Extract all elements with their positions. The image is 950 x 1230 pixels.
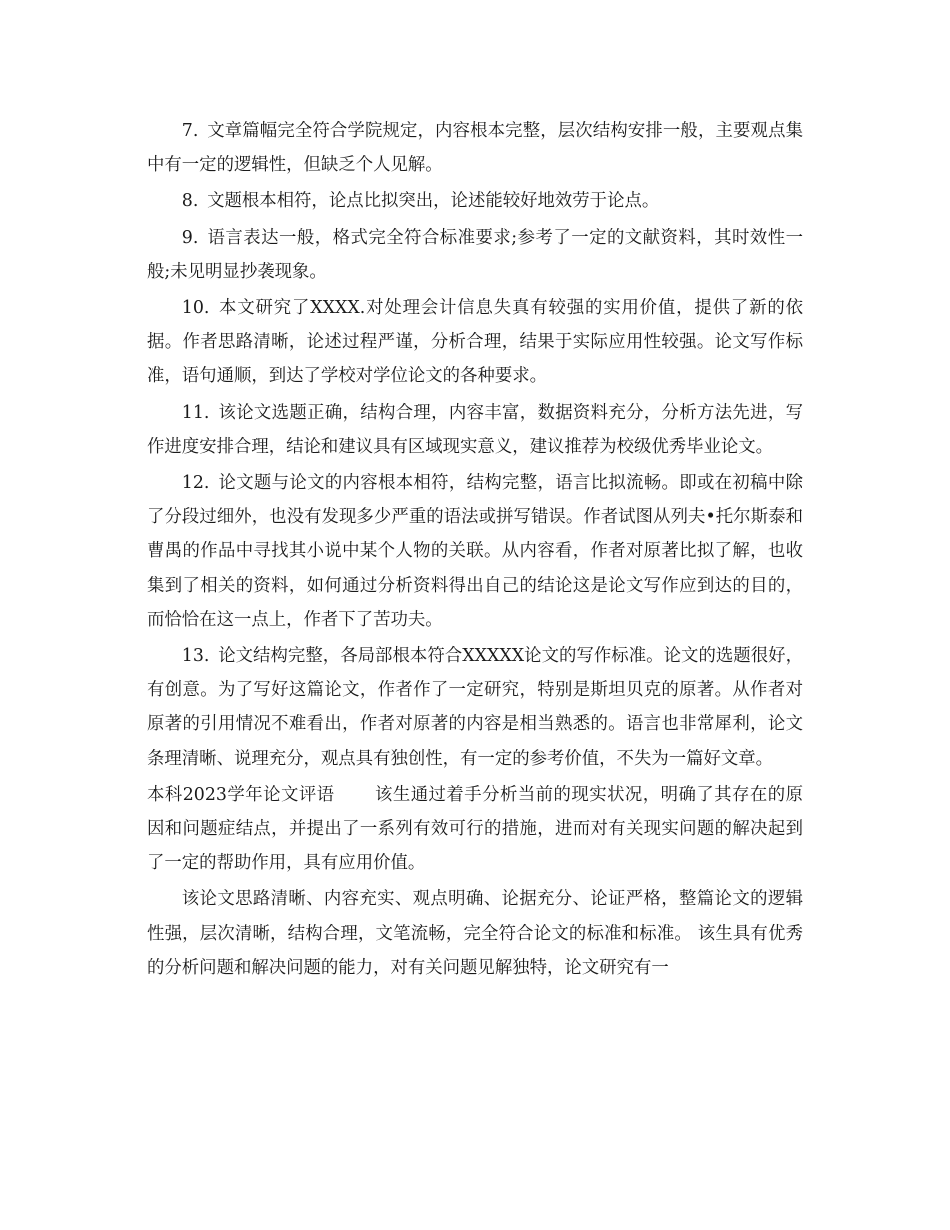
section-paragraph [147, 778, 803, 881]
item-number: 9. [181, 227, 199, 248]
paragraph-text: 文章篇幅完全符合学院规定，内容根本完整，层次结构安排一般，主要观点集中有一定的逻辑性，但缺乏个人见解。 [147, 121, 803, 176]
item-number: 12. [181, 473, 210, 494]
paragraph-8 [147, 184, 803, 218]
item-number: 8. [181, 191, 199, 212]
paragraph-text: 本文研究了XXXX.对处理会计信息失真有较强的实用价值，提供了新的依据。作者思路清晰，论述过程严谨，分析合理，结果于实际应用性较强。论文写作标准，语句通顺，到达了学校对学位论文的各种要求。 [147, 298, 803, 387]
item-number: 7. [181, 121, 199, 141]
paragraph-text: 论文结构完整，各局部根本符合XXXXX论文的写作标准。论文的选题很好，有创意。为了写好这篇论文，作者作了一定研究，特别是斯坦贝克的原著。从作者对原著的引用情况不难看出，作者对原著的内容是相当熟悉的。语言也非常犀利，论文条理清晰、说理充分，观点具有独创性，有一定的参考价值，不失为一篇好文章。 [147, 646, 803, 769]
item-number: 10. [181, 298, 210, 319]
document-page [147, 114, 803, 987]
item-number: 11. [181, 402, 210, 423]
paragraph-text: 语言表达一般，格式完全符合标准要求;参考了一定的文献资料，其时效性一般;未见明显抄袭现象。 [147, 227, 803, 282]
paragraph-13 [147, 639, 803, 776]
paragraph-text: 论文题与论文的内容根本相符，结构完整，语言比拟流畅。即或在初稿中除了分段过细外，也没有发现多少严重的语法或拼写错误。作者试图从列夫•托尔斯泰和曹禺的作品中寻找其小说中某个人物的关联。从内容看，作者对原著比拟了解，也收集到了相关的资料，如何通过分析资料得出自己的结论这是论文写作应到达的目的，而恰恰在这一点上，作者下了苦功夫。 [147, 473, 803, 630]
paragraph-7 [147, 114, 803, 182]
paragraph-11 [147, 396, 803, 464]
final-paragraph [147, 882, 803, 985]
paragraph-text: 该论文选题正确，结构合理，内容丰富，数据资料充分，分析方法先进，写作进度安排合理，结论和建议具有区域现实意义，建议推荐为校级优秀毕业论文。 [147, 402, 803, 457]
paragraph-12 [147, 466, 803, 637]
paragraph-text: 文题根本相符，论点比拟突出，论述能较好地效劳于论点。 [207, 191, 660, 212]
paragraph-text: 该论文思路清晰、内容充实、观点明确、论据充分、论证严格，整篇论文的逻辑性强，层次清晰，结构合理，文笔流畅，完全符合论文的标准和标准。 该生具有优秀的分析问题和解决问题的能力，对有关问题见解独特，论文研究有一 [147, 889, 803, 978]
paragraph-10 [147, 291, 803, 394]
section-heading: 本科2023学年论文评语 [147, 784, 335, 805]
item-number: 13. [181, 646, 210, 667]
section-text: 该生通过着手分析当前的现实状况，明确了其存在的原因和问题症结点，并提出了一系列有效可行的措施，进而对有关现实问题的解决起到了一定的帮助作用，具有应用价值。 [147, 784, 803, 874]
paragraph-9 [147, 221, 803, 289]
